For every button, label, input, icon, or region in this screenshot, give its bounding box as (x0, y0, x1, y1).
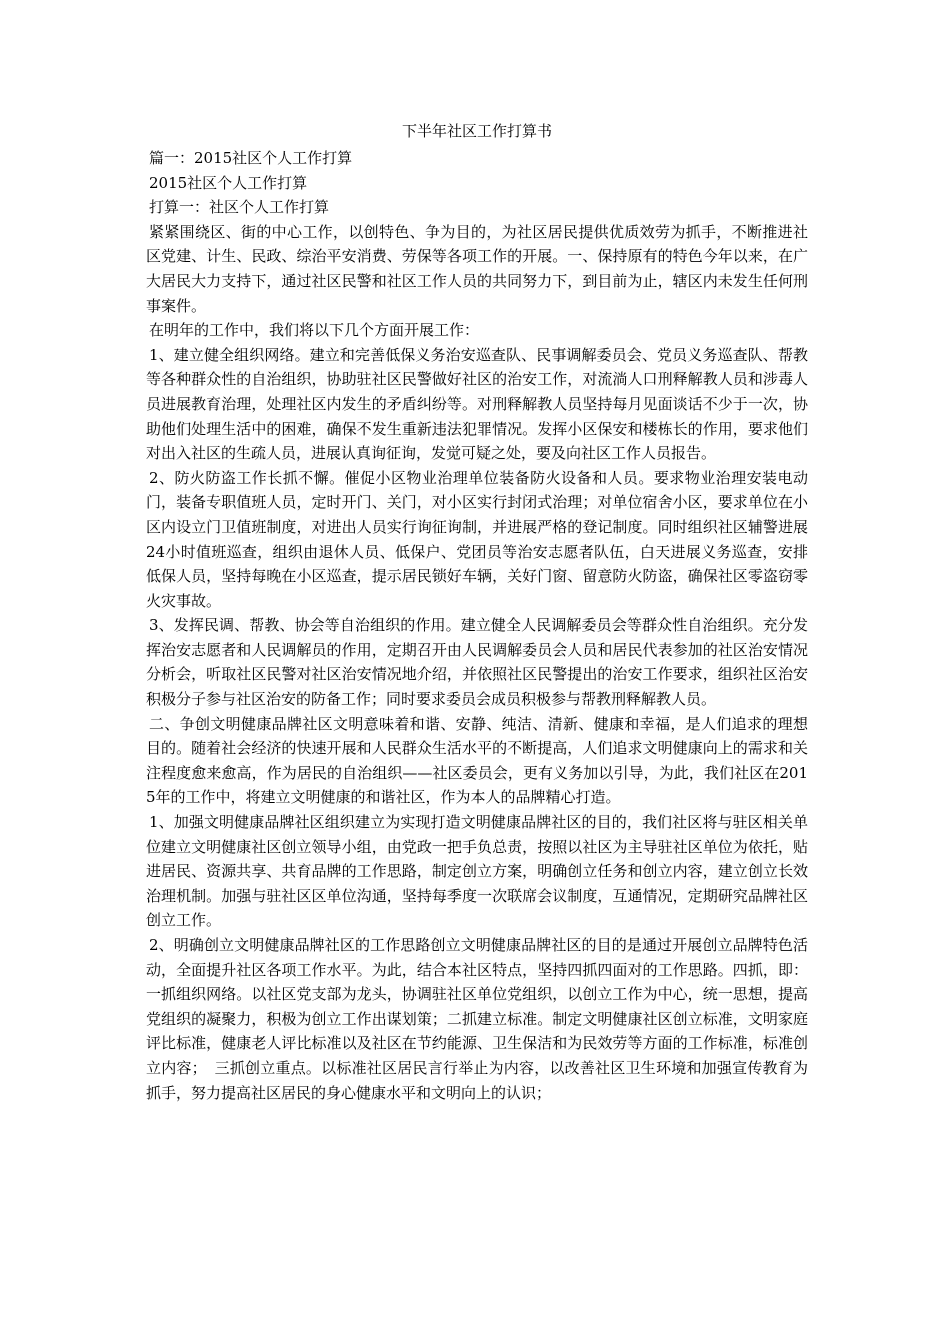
paragraph-item-1: 1、建立健全组织网络。建立和完善低保义务治安巡查队、民事调解委员会、党员义务巡查队、帮教等各种群众性的自治组织，协助驻社区民警做好社区的治安工作，对流淌人口刑释解教人员和涉毒人员进展教育治理，处理社区内发生的矛盾纠纷等。对刑释解教人员坚持每月见面谈话不少于一次，协助他们处理生活中的困难，确保不发生重新违法犯罪情况。发挥小区保安和楼栋长的作用，要求他们对出入社区的生疏人员，进展认真询征询，发觉可疑之处，要及向社区工作人员报告。 (146, 345, 808, 463)
paragraph-intro: 紧紧围绕区、街的中心工作，以创特色、争为目的，为社区居民提供优质效劳为抓手，不断推进社区党建、计生、民政、综治平安消费、劳保等各项工作的开展。一、保持原有的特色今年以来，在广大居民大力支持下，通过社区民警和社区工作人员的共同努力下，到目前为止，辖区内未发生任何刑事案件。 (146, 222, 808, 315)
document-title: 下半年社区工作打算书 (401, 122, 552, 140)
document-page (146, 120, 808, 1105)
paragraph-section-2-item-2: 2、明确创立文明健康品牌社区的工作思路创立文明健康品牌社区的目的是通过开展创立品牌特色活动，全面提升社区各项工作水平。为此，结合本社区特点，坚持四抓四面对的工作思路。四抓，即：一抓组织网络。以社区党支部为龙头，协调驻社区单位党组织，以创立工作为中心，统一思想，提高党组织的凝聚力，积极为创立工作出谋划策；二抓建立标准。制定文明健康社区创立标准，文明家庭评比标准，健康老人评比标准以及社区在节约能源、卫生保洁和为民效劳等方面的工作标准，标准创立内容； 三抓创立重点。以标准社区居民言行举止为内容，以改善社区卫生环境和加强宣传教育为抓手，努力提高社区居民的身心健康水平和文明向上的认识； (146, 936, 808, 1102)
paragraph-section-2-item-1: 1、加强文明健康品牌社区组织建立为实现打造文明健康品牌社区的目的，我们社区将与驻区相关单位建立文明健康社区创立领导小组，由党政一把手负总责，按照以社区为主导驻社区单位为依托，贴进居民、资源共享、共育品牌的工作思路，制定创立方案，明确创立任务和创立内容，建立创立长效治理机制。加强与驻社区区单位沟通，坚持每季度一次联席会议制度，互通情况，定期研究品牌社区创立工作。 (146, 813, 808, 930)
paragraph-heading-2: 2015社区个人工作打算 (149, 173, 308, 192)
paragraph-heading-1: 篇一：2015社区个人工作打算 (149, 149, 353, 167)
paragraph-heading-3: 打算一：社区个人工作打算 (149, 198, 330, 217)
paragraph-item-3: 3、发挥民调、帮教、协会等自治组织的作用。建立健全人民调解委员会等群众性自治组织。充分发挥治安志愿者和人民调解员的作用，定期召开由人民调解委员会人员和居民代表参加的社区治安情况分析会，听取社区民警对社区治安情况地介绍，并依照社区民警提出的治安工作要求，组织社区治安积极分子参与社区治安的防备工作；同时要求委员会成员积极参与帮教刑释解教人员。 (146, 616, 808, 709)
paragraph-plan-lead: 在明年的工作中，我们将以下几个方面开展工作： (149, 321, 480, 340)
paragraph-section-2: 二、争创文明健康品牌社区文明意味着和谐、安静、纯洁、清新、健康和幸福，是人们追求的理想目的。随着社会经济的快速开展和人民群众生活水平的不断提高，人们追求文明健康向上的需求和关注程度愈来愈高，作为居民的自治组织——社区委员会，更有义务加以引导，为此，我们社区在2015年的工作中，将建立文明健康的和谐社区，作为本人的品牌精心打造。 (146, 714, 808, 807)
paragraph-item-2: 2、防火防盗工作长抓不懈。催促小区物业治理单位装备防火设备和人员。要求物业治理安装电动门，装备专职值班人员，定时开门、关门，对小区实行封闭式治理；对单位宿舍小区，要求单位在小区内设立门卫值班制度，对进出人员实行询征询制，并进展严格的登记制度。同时组织社区辅警进展24小时值班巡查，组织由退休人员、低保户、党团员等治安志愿者队伍，白天进展义务巡查，安排低保人员，坚持每晚在小区巡查，提示居民锁好车辆，关好门窗、留意防火防盗，确保社区零盗窃零火灾事故。 (146, 468, 808, 610)
